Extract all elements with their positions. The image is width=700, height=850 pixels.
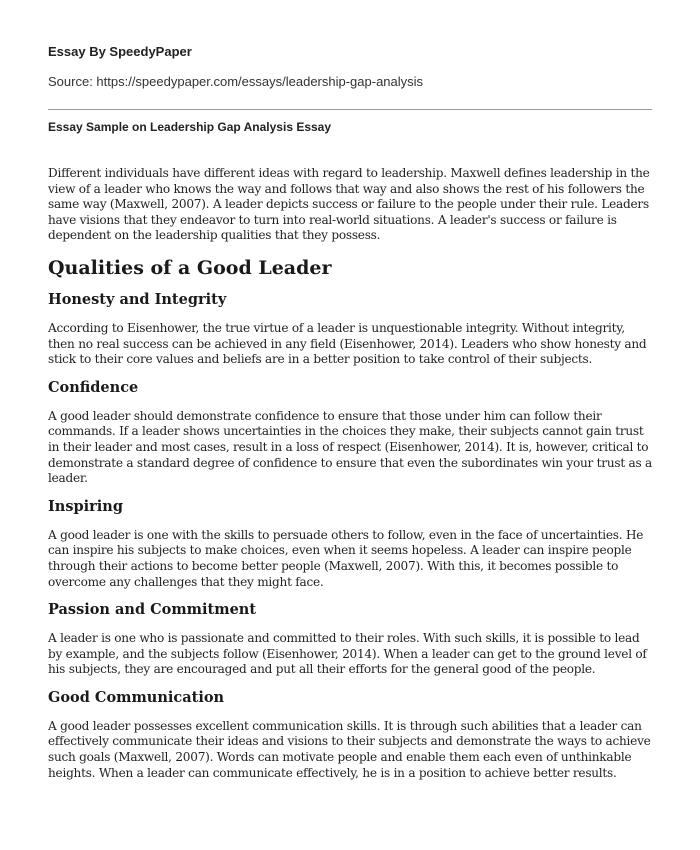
section-heading: Qualities of a Good Leader [48,256,332,279]
subsection-paragraph-passion: A leader is one who is passionate and committed to their roles. With such skills, it is possible to lead by example, and the subjects follow (Eisenhower, 2014). When a leader can get to the ground level of his subjects, they are encouraged and put all their efforts for the general good of the people. [48,631,647,677]
subsection-paragraph-communication: A good leader possesses excellent communication skills. It is through such abilities that a leader can effectively communicate their ideas and visions to their subjects and demonstrate the ways to achieve such goals (Maxwell, 2007). Words can motivate people and enable them each even of unthinkable heights. When a leader can communicate effectively, he is in a position to achieve better results. [48,718,651,780]
subsection-paragraph-honesty: According to Eisenhower, the true virtue of a leader is unquestionable integrity. Without integrity, then no real success can be achieved in any field (Eisenhower, 2014). Leaders who show honesty and stick to their core values and beliefs are in a better position to take control of their subjects. [48,320,647,367]
header-divider [48,109,652,110]
subsection-paragraph-confidence: A good leader should demonstrate confidence to ensure that those under him can follow their commands. If a leader shows uncertainties in the choices they make, their subjects cannot gain trust in their leader and most cases, result in a loss of respect (Eisenhower, 2014). It is, however, critical to demonstrate a standard degree of confidence to ensure that even the subordinates win your trust as a leader. [48,408,652,486]
subsection-heading-communication: Good Communication [48,688,225,706]
intro-paragraph: Different individuals have different ideas with regard to leadership. Maxwell defines leadership in the view of a leader who knows the way and follows that way and also shows the rest of his followers the same way (Maxwell, 2007). A leader depicts success or failure to the people under their rule. Leaders have visions that they endeavor to turn into real-world situations. A leader's success or failure is dependent on the leadership qualities that they possess. [48,166,650,243]
essay-body [48,166,654,781]
subsection-heading-passion: Passion and Commitment [48,601,257,619]
subsection-paragraph-inspiring: A good leader is one with the skills to persuade others to follow, even in the face of uncertainties. He can inspire his subjects to make choices, even when it seems hopeless. A leader can inspire people through their actions to become better people (Maxwell, 2007). With this, it becomes possible to overcome any challenges that they might face. [48,527,644,589]
subsection-heading-confidence: Confidence [48,378,139,396]
document-header-title: Essay By SpeedyPaper [48,44,192,59]
essay-title: Essay Sample on Leadership Gap Analysis Essay [48,120,332,134]
subsection-heading-inspiring: Inspiring [48,497,123,515]
subsection-heading-honesty: Honesty and Integrity [48,290,227,308]
document-source-line: Source: https://speedypaper.com/essays/leadership-gap-analysis [48,74,424,89]
